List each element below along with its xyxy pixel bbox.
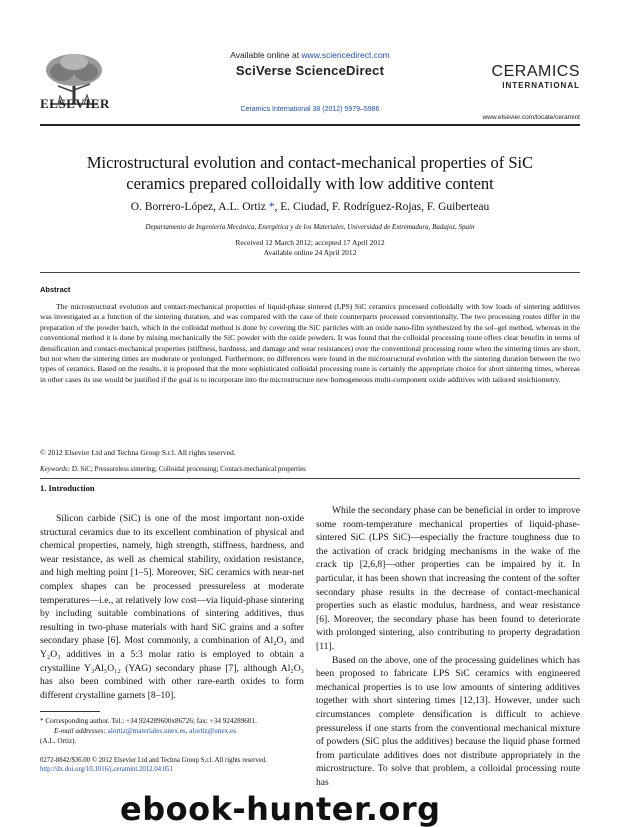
publisher-name: ELSEVIER — [40, 96, 110, 111]
intro-paragraph-2: While the secondary phase can be beneficial in order to improve some room-temperature mechanical properties of liquid-phase-sintered SiC (LPS SiC)—especially the fracture toughness due to the activation of crack bridging mechanisms in the wake of the crack tip [2,6,8]—other properties can be impaired by it. In particular, it has been shown that increasing the content of the softer secondary phase results in the decrease of contact-mechanical properties such as elastic modulus, hardness, and wear resistance [6]. Moreover, the secondary phase has been found to deteriorate with prolonged sintering, also contributing to property degradation [11]. — [316, 505, 580, 652]
journal-reference-link[interactable]: Ceramics International 38 (2012) 5979–5986 — [240, 106, 380, 113]
intro-paragraph-3: Based on the above, one of the processing guidelines which has been proposed to fabricate LPS SiC ceramics with engineered mechanical properties is to use low amounts of sintering additives together with short sintering times [12,13]. However, under such circumstances complete densification is difficult to achieve pressureless if one starts from the conventional mechanical mixture of powders (SiC plus the additives) because the liquid phase formed from particulate additives does not distribute appropriately in the microstructure. To solve that problem, a colloidal processing route has — [316, 654, 580, 788]
authors-rest: , E. Ciudad, F. Rodríguez-Rojas, F. Guiberteau — [274, 201, 490, 213]
keywords-label: Keywords: — [40, 465, 71, 473]
available-online-date: Available online 24 April 2012 — [263, 248, 357, 257]
intro-paragraph-1: Silicon carbide (SiC) is one of the most important non-oxide structural ceramics due to its excellent combination of physical and chemical properties, namely, high strength, stiffness, hardness, and wear resistance, as well as chemical stability, oxidation resistance, and high melting point [1–5]. Moreover, SiC ceramics with near-net complex shapes can be processed pressureless at moderate temperatures—i.e., at relatively low cost—via liquid-phase sintering by including suitable combinations of sintering additives, thus resulting in two-phase materials with hard SiC grains and a softer secondary phase [6]. Most commonly, a combination of Al₂O₃ and Y₂O₃ additives in a 5:3 molar ratio is employed to obtain a crystalline Y₃Al₅O₁₂ (YAG) secondary phase [7], although Al₂O₃ has also been combined with other rare-earth oxides to form different crystalline garnets [8–10]. — [40, 513, 304, 701]
footnote-author-initials: (A.L. Ortiz). — [40, 737, 77, 745]
doi-link[interactable]: http://dx.doi.org/10.1016/j.ceramint.2012.04.051 — [40, 766, 173, 773]
article-title: Microstructural evolution and contact-mechanical properties of SiC ceramics prepared colloidally with low additive content — [86, 153, 534, 193]
available-online-line — [180, 50, 440, 60]
journal-subtitle: INTERNATIONAL — [502, 81, 580, 90]
keywords-list: D. SiC; Pressureless sintering; Colloidal processing; Contact-mechanical properties — [70, 465, 306, 473]
abstract-copyright: © 2012 Elsevier Ltd and Techna Group S.r.l. All rights reserved. — [40, 448, 236, 457]
available-prefix: Available online at — [230, 50, 302, 60]
sciencedirect-link[interactable]: www.sciencedirect.com — [301, 50, 390, 60]
journal-url-link[interactable]: www.elsevier.com/locate/ceramint — [482, 114, 580, 121]
author-email-links[interactable]: alortiz@materiales.unex.es, alortiz@unex.es — [107, 727, 237, 735]
platform-name: SciVerse ScienceDirect — [235, 63, 385, 78]
email-label: E-mail addresses: — [54, 727, 108, 735]
corresponding-author-mark[interactable]: * — [265, 201, 275, 213]
author-affiliation: Departamento de Ingeniería Mecánica, Energética y de los Materiales, Universidad de Extremadura, Badajoz, Spain — [145, 223, 475, 231]
author-list — [40, 201, 580, 213]
authors-first: O. Borrero-López, A.L. Ortiz — [130, 201, 266, 213]
right-column — [316, 504, 580, 789]
footnote-divider — [40, 711, 100, 712]
watermark-text: ebook-hunter.org — [120, 790, 441, 827]
footnote-emails — [40, 726, 310, 736]
received-accepted-dates: Received 12 March 2012; accepted 17 April 2012 — [235, 238, 385, 247]
header-divider — [40, 124, 580, 126]
journal-title: CERAMICS — [491, 63, 580, 80]
abstract-bottom-divider — [40, 478, 580, 479]
abstract-body: The microstructural evolution and contact-mechanical properties of liquid-phase sintered (LPS) SiC ceramics processed colloidally with low loads of sintering additives was investigated as a function of the sintering duration, and was compared with the case of their counterparts processed conventionally. The two processing routes differ in the preparation of the powder batch, which in the colloidal method is done by covering the SiC particles with an oxide nano-film synthesized by the sol–gel method, whereas in the conventional method it is done by mixing mechanically the SiC powder with the oxide powders. It was found that the colloidal processing route offers clear benefits in terms of densification and contact-mechanical properties (stiffness, hardness, and damage and wear resistances) over the conventional processing route when the sintering times are short, but not when the sintering times are moderate or prolonged. Furthermore, no differences were found in the microstructural evolution with the sintering duration between the two types of ceramics. Based on the results, it is proposed that the more sophisticated colloidal processing route is certainly the appropriate choice for short sintering times, whereas in other cases its use would be justified if the goal is to incorporate into the microstructure new homogeneous multi-component oxide additives with tailored stoichiometry. — [40, 302, 580, 384]
abstract-heading: Abstract — [40, 285, 71, 294]
introduction-heading: 1. Introduction — [40, 483, 95, 493]
left-column — [40, 512, 304, 702]
article-dates — [40, 238, 580, 258]
issn-copyright: 0272-8842/$36.00 © 2012 Elsevier Ltd and Techna Group S.r.l. All rights reserved. — [40, 757, 267, 764]
journal-header — [0, 0, 620, 130]
corresponding-author-footnote — [40, 716, 310, 746]
footnote-contact: * Corresponding author. Tel.: +34 924289600x86726; fax: +34 924289601. — [40, 717, 257, 725]
imprint-block — [40, 756, 380, 774]
abstract-top-divider — [40, 272, 580, 273]
keywords-line — [40, 465, 580, 473]
